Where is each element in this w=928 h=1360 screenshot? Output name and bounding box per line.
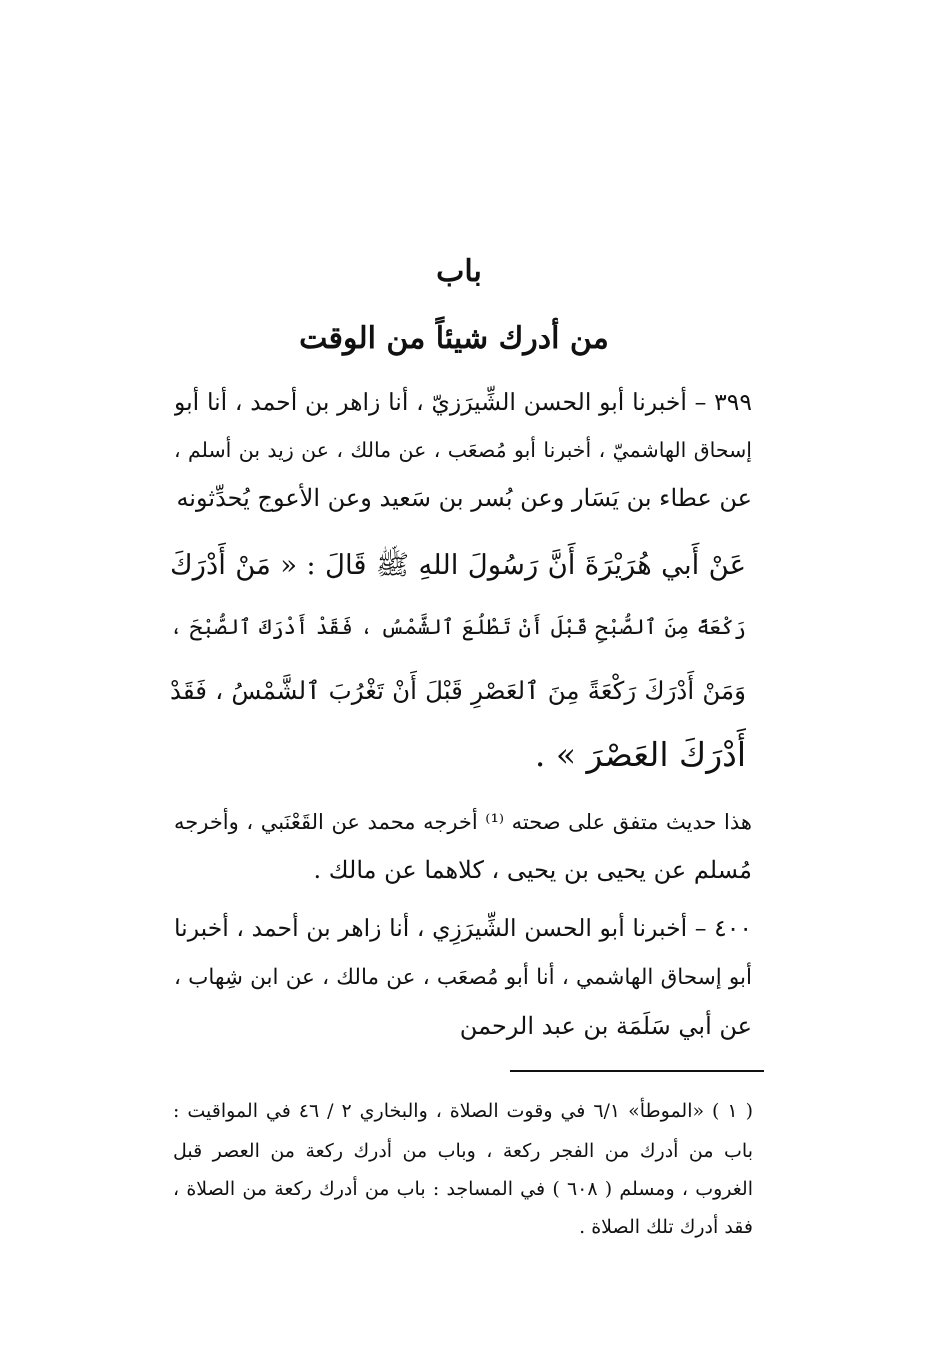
hadith-399-chain-line: ٣٩٩ – أخبرنا أبو الحسن الشِّيرَزيّ ، أنا زاهر بن أحمد ، أنا أبو — [174, 388, 752, 416]
chapter-label: باب — [436, 254, 482, 289]
hadith-400-chain-line: أبو إسحاق الهاشمي ، أنا أبو مُصعَب ، عن مالك ، عن ابن شِهاب ، — [174, 965, 752, 990]
hadith-399-text-line: رَكْعَةً مِنَ ٱلصُّبْحِ قَبْلَ أَنْ تَطْلُعَ ٱلشَّمْسُ ، فَقَدْ أَدْرَكَ ٱلصُّبْحَ ، — [170, 615, 746, 639]
commentary-line: مُسلم عن يحيى بن يحيى ، كلاهما عن مالك . — [313, 856, 752, 884]
footnote-separator — [510, 1070, 764, 1072]
chapter-title: من أدرك شيئاً من الوقت — [299, 321, 609, 356]
hadith-399-text-line: أَدْرَكَ العَصْرَ » . — [534, 735, 746, 774]
commentary-line: هذا حديث متفق على صحته ⁽¹⁾ أخرجه محمد عن القَعْنَبي ، وأخرجه — [174, 810, 752, 834]
footnote-line: الغروب ، ومسلم ( ٦٠٨ ) في المساجد : باب من أدرك ركعة من الصلاة ، — [173, 1178, 753, 1200]
hadith-399-chain-line: إسحاق الهاشميّ ، أخبرنا أبو مُصعَب ، عن مالك ، عن زيد بن أسلم ، — [174, 438, 752, 462]
footnote-line: فقد أدرك تلك الصلاة . — [579, 1216, 753, 1238]
hadith-399-chain-line: عن عطاء بن يَسَار وعن بُسر بن سَعيد وعن الأعوج يُحدِّثونه — [176, 484, 752, 512]
hadith-400-chain-line: عن أبي سَلَمَة بن عبد الرحمن — [459, 1012, 752, 1040]
hadith-400-chain-line: ٤٠٠ – أخبرنا أبو الحسن الشِّيرَزِي ، أنا زاهر بن أحمد ، أخبرنا — [174, 914, 752, 942]
hadith-399-text-line: وَمَنْ أَدْرَكَ رَكْعَةً مِنَ ٱلعَصْرِ قَبْلَ أَنْ تَغْرُبَ ٱلشَّمْسُ ، فَقَدْ — [170, 676, 746, 705]
footnote-line: ( ١ ) «الموطأ» ٦/١ في وقوت الصلاة ، والبخاري ٢ / ٤٦ في المواقيت : — [173, 1100, 753, 1122]
hadith-399-text-line: عَنْ أَبي هُرَيْرَةَ أَنَّ رَسُولَ اللهِ ﷺ قَالَ : « مَنْ أَدْرَكَ — [170, 549, 746, 581]
footnote-line: باب من أدرك من الفجر ركعة ، وباب من أدرك ركعة من العصر قبل — [173, 1140, 753, 1162]
